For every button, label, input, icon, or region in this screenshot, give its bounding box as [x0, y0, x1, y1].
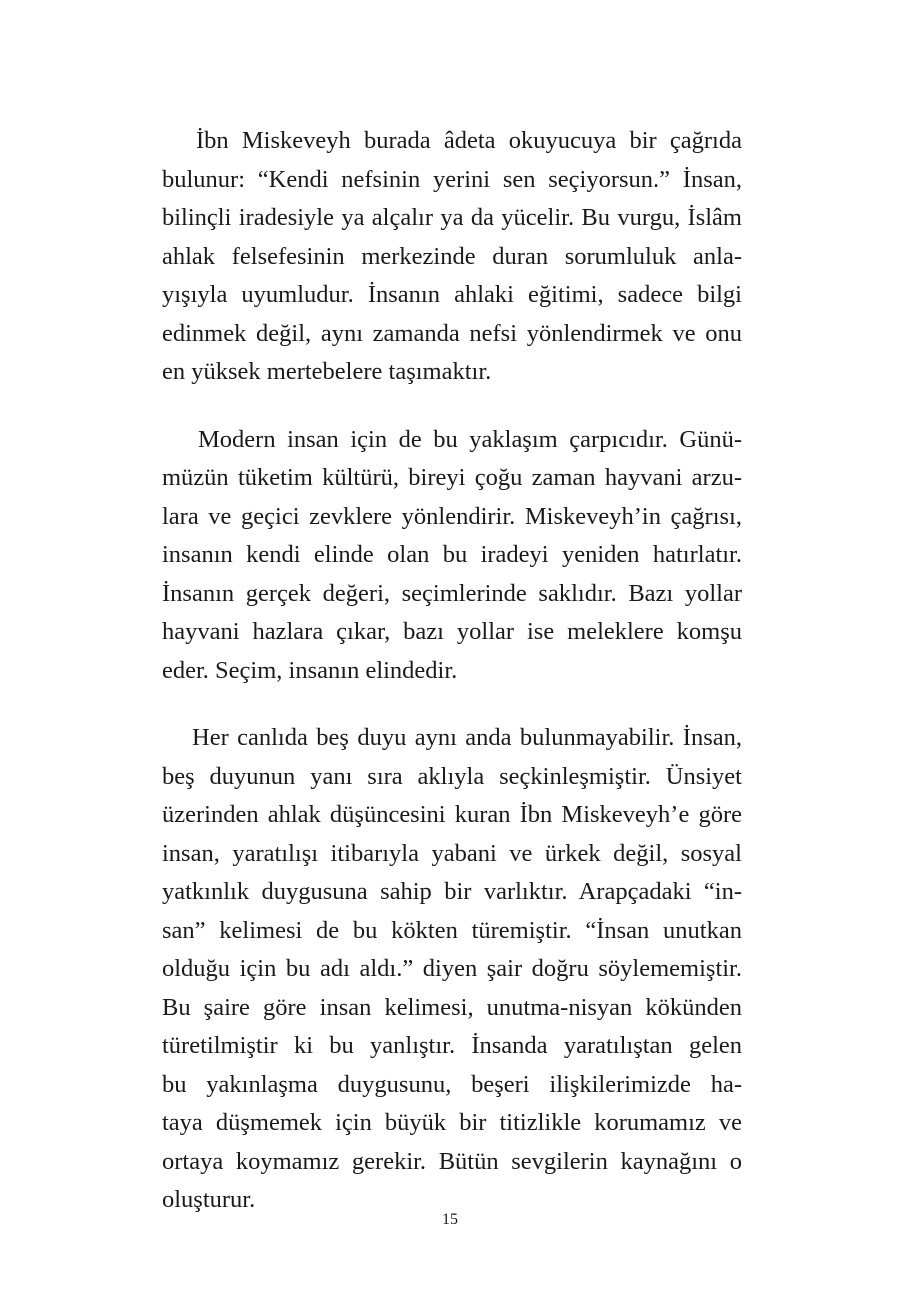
text-line: ortaya koymamız gerekir. Bütün sevgilerin kaynağını o	[162, 1147, 742, 1175]
text-line: bulunur: “Kendi nefsinin yerini sen seçiyorsun.” İnsan,	[162, 165, 742, 193]
paragraph-3	[162, 719, 742, 1220]
text-line: Her canlıda beş duyu aynı anda bulunmayabilir. İnsan,	[192, 724, 742, 751]
text-line: yatkınlık duygusuna sahip bir varlıktır. Arapçadaki “in-	[162, 878, 742, 905]
paragraph-2	[162, 421, 742, 691]
text-line: İbn Miskeveyh burada âdeta okuyucuya bir çağrıda	[196, 127, 742, 154]
text-line: türetilmiştir ki bu yanlıştır. İnsanda yaratılıştan gelen	[162, 1032, 742, 1059]
text-line: lara ve geçici zevklere yönlendirir. Miskeveyh’in çağrısı,	[162, 502, 742, 530]
text-line: olduğu için bu adı aldı.” diyen şair doğru söylememiştir.	[162, 955, 742, 982]
text-line: bilinçli iradesiyle ya alçalır ya da yücelir. Bu vurgu, İslâm	[162, 204, 742, 231]
text-line: üzerinden ahlak düşüncesini kuran İbn Miskeveyh’e göre	[162, 801, 742, 828]
text-line: insan, yaratılışı itibarıyla yabani ve ürkek değil, sosyal	[162, 839, 742, 867]
text-line: müzün tüketim kültürü, bireyi çoğu zaman hayvani arzu-	[162, 464, 742, 491]
page-number: 15	[442, 1211, 458, 1228]
text-line: ahlak felsefesinin merkezinde duran sorumluluk anla-	[162, 242, 742, 270]
text-line: bu yakınlaşma duygusunu, beşeri ilişkilerimizde ha-	[162, 1070, 742, 1098]
paragraph-1	[162, 122, 742, 392]
text-line: en yüksek mertebelere taşımaktır.	[162, 358, 492, 385]
text-line: insanın kendi elinde olan bu iradeyi yeniden hatırlatır.	[162, 541, 742, 568]
text-line: hayvani hazlara çıkar, bazı yollar ise meleklere komşu	[162, 618, 742, 645]
text-line: Bu şaire göre insan kelimesi, unutma-nisyan kökünden	[162, 993, 742, 1021]
text-line: san” kelimesi de bu kökten türemiştir. “İnsan unutkan	[162, 916, 742, 944]
text-line: beş duyunun yanı sıra aklıyla seçkinleşmiştir. Ünsiyet	[162, 762, 742, 790]
text-line: İnsanın gerçek değeri, seçimlerinde saklıdır. Bazı yollar	[162, 579, 742, 607]
text-line: edinmek değil, aynı zamanda nefsi yönlendirmek ve onu	[162, 319, 742, 347]
text-line: eder. Seçim, insanın elindedir.	[162, 656, 458, 684]
text-line: taya düşmemek için büyük bir titizlikle korumamız ve	[162, 1109, 742, 1136]
text-line: yışıyla uyumludur. İnsanın ahlaki eğitimi, sadece bilgi	[162, 281, 742, 308]
page-body	[162, 122, 742, 1249]
text-line: oluşturur.	[162, 1186, 256, 1213]
text-line: Modern insan için de bu yaklaşım çarpıcıdır. Günü-	[198, 425, 742, 453]
